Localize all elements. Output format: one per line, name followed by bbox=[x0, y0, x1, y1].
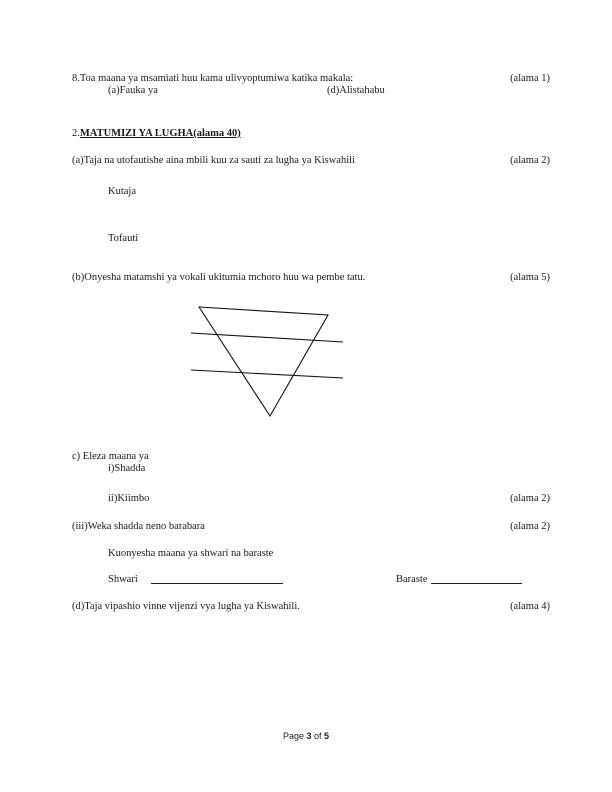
question-8-marks: (alama 1) bbox=[510, 73, 550, 84]
triangle-shape bbox=[199, 307, 328, 416]
page-prefix: Page bbox=[282, 731, 307, 741]
page-of: of bbox=[311, 731, 325, 741]
upper-guide-line bbox=[191, 333, 343, 342]
page-total: 5 bbox=[324, 731, 330, 741]
section-title: MATUMIZI YA LUGHA(alama 40) bbox=[79, 128, 241, 139]
question-c-iii: (iii)Weka shadda neno barabara bbox=[72, 521, 205, 532]
page-footer bbox=[0, 731, 612, 741]
baraste-answer-blank[interactable] bbox=[431, 574, 522, 584]
baraste-label: Baraste bbox=[396, 574, 428, 585]
question-b-text: (b)Onyesha matamshi ya vokali ukitumia mchoro huu wa pembe tatu. bbox=[72, 272, 366, 283]
question-a-marks: (alama 2) bbox=[510, 155, 550, 166]
question-d-text: (d)Taja vipashio vinne vijenzi vya lugha ya Kiswahili. bbox=[72, 601, 300, 612]
question-b-marks: (alama 5) bbox=[510, 272, 550, 283]
page-current: 3 bbox=[306, 731, 312, 741]
shwari-label: Shwari bbox=[108, 574, 138, 585]
question-c-iii-marks: (alama 2) bbox=[510, 521, 550, 532]
question-c-ii: ii)Kiimbo bbox=[108, 493, 150, 504]
question-8-text: 8.Toa maana ya msamiati huu kama ulivyoptumiwa katika makala: bbox=[72, 73, 354, 84]
question-a-text: (a)Taja na utofautishe aina mbili kuu za sauti za lugha ya Kiswahili bbox=[72, 155, 355, 166]
tofauti-label: Tofauti bbox=[108, 233, 139, 244]
question-c-i: i)Shadda bbox=[108, 463, 146, 474]
question-c-text: c) Eleza maana ya bbox=[72, 451, 149, 462]
question-8a: (a)Fauka ya bbox=[108, 85, 158, 96]
question-c-ii-marks: (alama 2) bbox=[510, 493, 550, 504]
question-8d: (d)Alistahabu bbox=[327, 85, 385, 96]
lower-guide-line bbox=[191, 370, 343, 378]
kuonyesha-text: Kuonyesha maana ya shwari na baraste bbox=[108, 548, 274, 559]
question-d-marks: (alama 4) bbox=[510, 601, 550, 612]
kutaja-label: Kutaja bbox=[108, 186, 136, 197]
section-number: 2. bbox=[72, 128, 80, 139]
shwari-answer-blank[interactable] bbox=[151, 574, 283, 584]
